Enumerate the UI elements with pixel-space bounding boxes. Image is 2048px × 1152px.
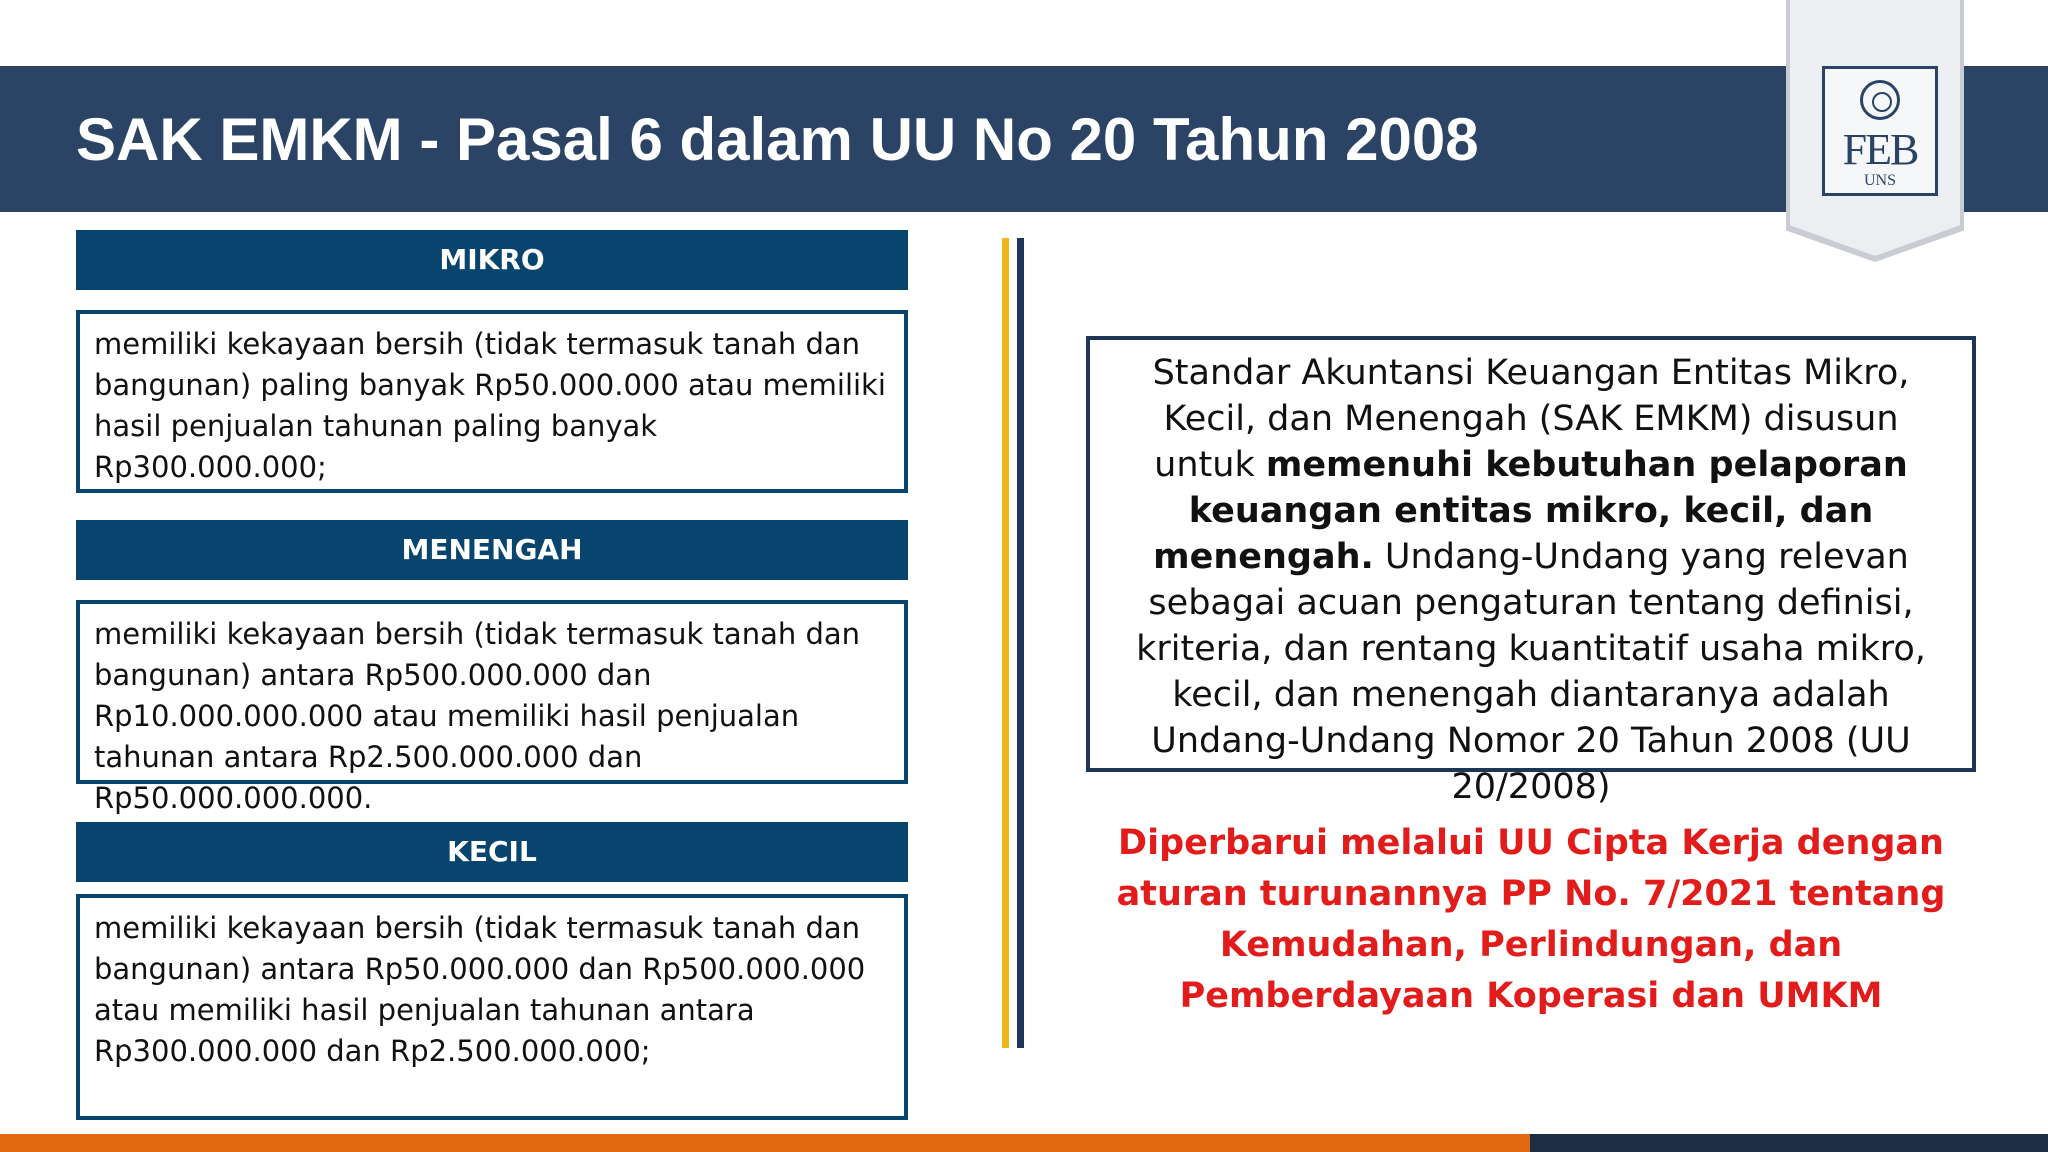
divider-blue: [1017, 238, 1024, 1048]
category-header-mikro: MIKRO: [76, 230, 908, 290]
category-header-menengah: MENENGAH: [76, 520, 908, 580]
info-text-part1: Standar Akuntansi Keuangan Entitas Mikro, Kecil, dan Menengah (SAK EMKM) disusun untuk: [1152, 353, 1910, 485]
category-box-kecil: memiliki kekayaan bersih (tidak termasuk tanah dan bangunan) antara Rp50.000.000 dan Rp500.000.000 atau memiliki hasil penjualan tahunan antara Rp300.000.000 dan Rp2.500.000.000;: [76, 894, 908, 1120]
footer-bar-orange: [0, 1134, 1530, 1152]
category-header-kecil: KECIL: [76, 822, 908, 882]
footer-bar-navy: [1530, 1134, 2048, 1152]
info-text-part2: Undang-Undang yang relevan sebagai acuan pengaturan tentang definisi, kriteria, dan rentang kuantitatif usaha mikro, kecil, dan menengah diantaranya adalah Undang-Undang Nomor 20 Tahun 2008 (UU 20/2008): [1136, 537, 1926, 807]
divider-yellow: [1002, 238, 1009, 1048]
info-box: [1086, 336, 1976, 807]
logo-subtext: UNS: [1863, 172, 1896, 189]
category-box-mikro: memiliki kekayaan bersih (tidak termasuk tanah dan bangunan) paling banyak Rp50.000.000 atau memiliki hasil penjualan tahunan paling banyak Rp300.000.000;: [76, 310, 908, 493]
logo-text: FEB: [1842, 125, 1918, 174]
category-box-menengah: memiliki kekayaan bersih (tidak termasuk tanah dan bangunan) antara Rp500.000.000 dan Rp10.000.000.000 atau memiliki hasil penjualan tahunan antara Rp2.500.000.000 dan Rp50.000.000.000.: [76, 600, 908, 784]
update-note: Diperbarui melalui UU Cipta Kerja dengan aturan turunannya PP No. 7/2021 tentang Kemudahan, Perlindungan, dan Pemberdayaan Koperasi dan UMKM: [1116, 823, 1946, 1016]
slide-title: SAK EMKM - Pasal 6 dalam UU No 20 Tahun 2008: [76, 106, 1479, 173]
university-emblem-icon: [1860, 80, 1900, 120]
info-text-bold: memenuhi kebutuhan pelaporan keuangan entitas mikro, kecil, dan menengah.: [1153, 445, 1908, 577]
